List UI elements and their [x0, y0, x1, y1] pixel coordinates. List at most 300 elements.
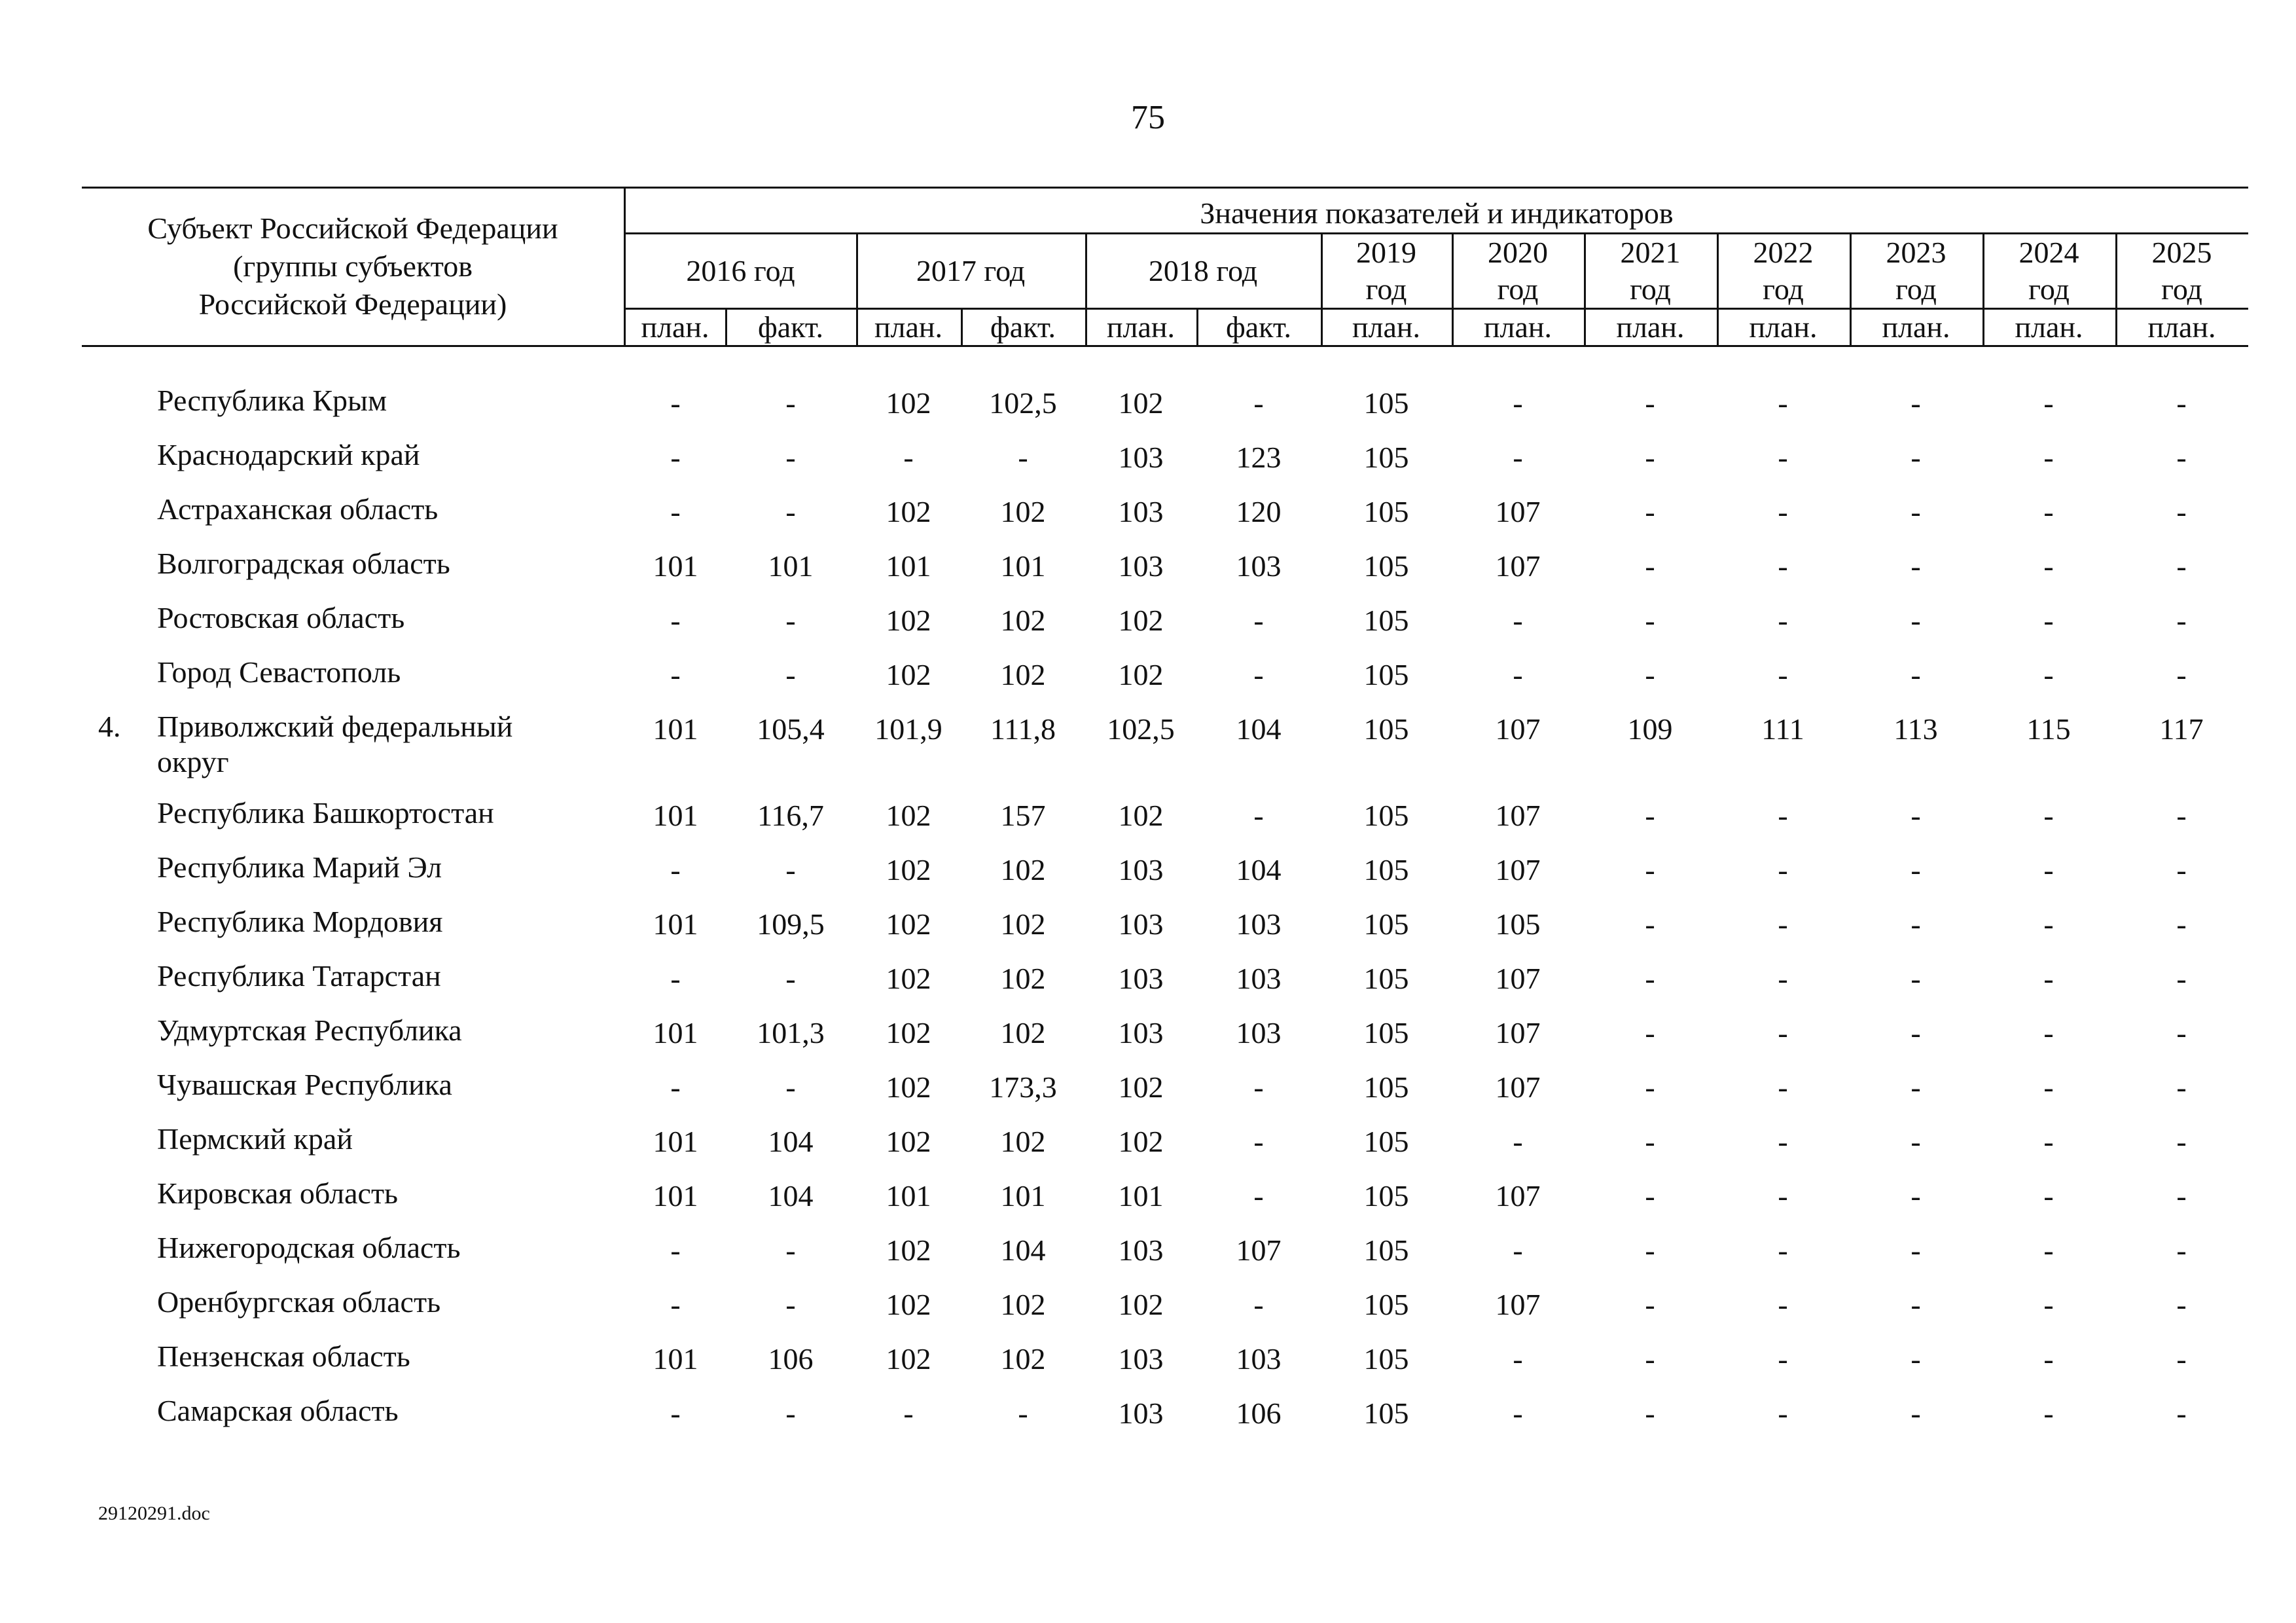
- value-cell: 105: [1363, 549, 1409, 583]
- value-cell: -: [2176, 1125, 2187, 1158]
- value-cell: -: [1513, 1233, 1523, 1267]
- value-cell: -: [1513, 658, 1523, 691]
- table-row: [0, 1122, 2296, 1175]
- value-cell: 101: [653, 799, 698, 832]
- value-cell: 105: [1363, 1070, 1409, 1104]
- value-cell: -: [670, 1070, 681, 1104]
- value-cell: 107: [1495, 1179, 1541, 1213]
- region-name: Нижегородская область: [157, 1231, 461, 1264]
- region-name: Волгоградская область: [157, 547, 450, 580]
- value-cell: -: [670, 1396, 681, 1430]
- value-cell: 103: [1236, 907, 1282, 941]
- value-cell: 103: [1236, 1016, 1282, 1049]
- value-cell: -: [785, 386, 796, 420]
- table-row: [0, 958, 2296, 1012]
- table-row: [0, 655, 2296, 708]
- value-cell: 102,5: [989, 386, 1057, 420]
- value-cell: 102: [886, 1125, 931, 1158]
- value-cell: 102: [886, 1342, 931, 1376]
- value-cell: 102: [1000, 1288, 1046, 1321]
- value-cell: -: [1778, 1288, 1788, 1321]
- value-cell: 102: [886, 1233, 931, 1267]
- region-name: Республика Мордовия: [157, 905, 443, 938]
- year-2022: 2022 год: [1753, 236, 1814, 306]
- value-cell: 102: [1000, 495, 1046, 528]
- value-cell: -: [2176, 962, 2187, 995]
- region-name: Кировская область: [157, 1176, 399, 1210]
- value-cell: -: [1778, 799, 1788, 832]
- value-cell: 105: [1363, 853, 1409, 886]
- value-cell: -: [670, 962, 681, 995]
- value-cell: -: [2043, 604, 2054, 637]
- value-cell: -: [1645, 1016, 1655, 1049]
- value-cell: 107: [1495, 853, 1541, 886]
- value-cell: -: [785, 1396, 796, 1430]
- value-cell: 102: [886, 386, 931, 420]
- value-cell: 103: [1118, 1233, 1164, 1267]
- value-cell: -: [2176, 1396, 2187, 1430]
- value-cell: -: [1253, 658, 1264, 691]
- value-cell: 107: [1495, 495, 1541, 528]
- value-cell: 102: [1118, 604, 1164, 637]
- region-name: Оренбургская область: [157, 1285, 441, 1319]
- value-cell: -: [1778, 1016, 1788, 1049]
- value-cell: 105: [1495, 907, 1541, 941]
- value-cell: -: [670, 658, 681, 691]
- value-cell: 102: [886, 658, 931, 691]
- value-cell: -: [1645, 1396, 1655, 1430]
- value-cell: 101: [653, 712, 698, 746]
- value-cell: -: [785, 658, 796, 691]
- value-cell: -: [1513, 1396, 1523, 1430]
- value-cell: -: [1778, 1342, 1788, 1376]
- value-cell: 107: [1495, 712, 1541, 746]
- sub-header-plan: план.: [1106, 310, 1175, 344]
- value-cell: -: [2043, 1233, 2054, 1267]
- table-row: [0, 1339, 2296, 1393]
- region-name: Республика Марий Эл: [157, 850, 442, 884]
- value-cell: -: [1645, 495, 1655, 528]
- table-row: [0, 492, 2296, 545]
- value-cell: 103: [1118, 853, 1164, 886]
- value-cell: -: [2176, 1179, 2187, 1213]
- sub-header-plan: план.: [1749, 310, 1818, 344]
- region-name: Пермский край: [157, 1122, 353, 1156]
- value-cell: 101: [653, 1179, 698, 1213]
- table-row: [0, 1230, 2296, 1284]
- value-cell: 120: [1236, 495, 1282, 528]
- value-cell: -: [903, 441, 914, 474]
- value-cell: 101: [768, 549, 814, 583]
- value-cell: -: [1910, 658, 1921, 691]
- table-row: [0, 850, 2296, 903]
- value-cell: 102,5: [1107, 712, 1175, 746]
- value-cell: 103: [1236, 549, 1282, 583]
- value-cell: -: [1910, 604, 1921, 637]
- value-cell: 101: [653, 907, 698, 941]
- value-cell: -: [1910, 1179, 1921, 1213]
- value-cell: 101: [1000, 1179, 1046, 1213]
- value-cell: -: [785, 1288, 796, 1321]
- value-cell: -: [1778, 907, 1788, 941]
- value-cell: 107: [1495, 549, 1541, 583]
- value-cell: -: [1645, 658, 1655, 691]
- value-cell: -: [785, 441, 796, 474]
- value-cell: -: [1645, 386, 1655, 420]
- value-cell: 105: [1363, 799, 1409, 832]
- value-cell: 105: [1363, 907, 1409, 941]
- value-cell: -: [670, 1233, 681, 1267]
- value-cell: -: [2176, 386, 2187, 420]
- value-cell: -: [2043, 799, 2054, 832]
- value-cell: 111,8: [990, 712, 1056, 746]
- value-cell: -: [1778, 1233, 1788, 1267]
- value-cell: -: [785, 604, 796, 637]
- value-cell: -: [1645, 853, 1655, 886]
- value-cell: 107: [1495, 1016, 1541, 1049]
- table-row: [0, 904, 2296, 958]
- value-cell: -: [1778, 1070, 1788, 1104]
- value-cell: 102: [1118, 1070, 1164, 1104]
- value-cell: -: [2043, 1125, 2054, 1158]
- value-cell: -: [1778, 853, 1788, 886]
- document-filename: 29120291.doc: [98, 1503, 210, 1524]
- value-cell: -: [1910, 1016, 1921, 1049]
- value-cell: 107: [1495, 1070, 1541, 1104]
- region-name: Удмуртская Республика: [157, 1013, 462, 1047]
- year-2024: 2024 год: [2018, 236, 2079, 306]
- value-cell: -: [1778, 1396, 1788, 1430]
- value-cell: -: [1513, 604, 1523, 637]
- value-cell: -: [1910, 549, 1921, 583]
- value-cell: 102: [886, 1070, 931, 1104]
- value-cell: -: [2176, 907, 2187, 941]
- value-cell: -: [1018, 1396, 1028, 1430]
- value-cell: 106: [1236, 1396, 1282, 1430]
- value-cell: 105: [1363, 658, 1409, 691]
- region-name: Пензенская область: [157, 1340, 410, 1373]
- value-cell: -: [785, 962, 796, 995]
- value-cell: 104: [768, 1125, 814, 1158]
- value-cell: 107: [1236, 1233, 1282, 1267]
- table-row: [0, 383, 2296, 437]
- value-cell: 103: [1118, 907, 1164, 941]
- table-row: [0, 1285, 2296, 1338]
- value-cell: 105: [1363, 1233, 1409, 1267]
- value-cell: -: [1645, 441, 1655, 474]
- value-cell: -: [2043, 386, 2054, 420]
- value-cell: -: [785, 1070, 796, 1104]
- table-row: [0, 1176, 2296, 1230]
- value-cell: -: [670, 441, 681, 474]
- value-cell: -: [1778, 604, 1788, 637]
- value-cell: 109: [1627, 712, 1673, 746]
- value-cell: 107: [1495, 1288, 1541, 1321]
- value-cell: 105: [1363, 1396, 1409, 1430]
- value-cell: 101: [886, 1179, 931, 1213]
- value-cell: -: [2043, 549, 2054, 583]
- value-cell: 102: [886, 1016, 931, 1049]
- sub-header-fact: факт.: [990, 310, 1056, 344]
- value-cell: 103: [1118, 549, 1164, 583]
- value-cell: -: [2043, 658, 2054, 691]
- value-cell: 123: [1236, 441, 1282, 474]
- value-cell: 115: [2026, 712, 2071, 746]
- value-cell: 102: [886, 1288, 931, 1321]
- value-cell: -: [2043, 853, 2054, 886]
- value-cell: -: [1645, 604, 1655, 637]
- region-name: Краснодарский край: [157, 438, 420, 471]
- value-cell: -: [1645, 549, 1655, 583]
- table-row: [0, 600, 2296, 654]
- value-cell: 105: [1363, 1288, 1409, 1321]
- row-number: 4.: [98, 710, 121, 743]
- year-2017: 2017 год: [916, 254, 1026, 287]
- value-cell: 173,3: [989, 1070, 1057, 1104]
- value-cell: -: [2176, 441, 2187, 474]
- value-cell: -: [2043, 441, 2054, 474]
- value-cell: -: [1018, 441, 1028, 474]
- value-cell: -: [2176, 1016, 2187, 1049]
- sub-header-plan: план.: [641, 310, 709, 344]
- value-cell: -: [1778, 495, 1788, 528]
- year-2023: 2023 год: [1886, 236, 1946, 306]
- value-cell: 109,5: [757, 907, 825, 941]
- sub-header-fact: факт.: [757, 310, 824, 344]
- value-cell: -: [1910, 1070, 1921, 1104]
- value-cell: 102: [886, 495, 931, 528]
- value-cell: -: [670, 604, 681, 637]
- sub-header-plan: план.: [2147, 310, 2216, 344]
- value-cell: -: [1253, 386, 1264, 420]
- value-cell: -: [1778, 962, 1788, 995]
- value-cell: -: [1513, 386, 1523, 420]
- value-cell: 103: [1118, 1396, 1164, 1430]
- value-cell: 102: [886, 907, 931, 941]
- value-cell: 106: [768, 1342, 814, 1376]
- value-cell: 102: [1000, 962, 1046, 995]
- region-name: Ростовская область: [157, 601, 405, 634]
- value-cell: 102: [1000, 658, 1046, 691]
- value-cell: -: [670, 1288, 681, 1321]
- value-cell: -: [1513, 441, 1523, 474]
- value-cell: 105,4: [757, 712, 825, 746]
- year-2025: 2025 год: [2151, 236, 2212, 306]
- value-cell: -: [2176, 1342, 2187, 1376]
- table-row: [0, 1393, 2296, 1447]
- value-cell: 102: [886, 853, 931, 886]
- value-cell: 102: [1000, 1342, 1046, 1376]
- table-row: [0, 1013, 2296, 1067]
- value-cell: -: [1645, 1179, 1655, 1213]
- value-cell: -: [2176, 1070, 2187, 1104]
- value-cell: -: [1778, 658, 1788, 691]
- value-cell: 101: [653, 549, 698, 583]
- value-cell: 101: [653, 1016, 698, 1049]
- value-cell: -: [2043, 907, 2054, 941]
- value-cell: -: [1910, 1233, 1921, 1267]
- sub-header-plan: план.: [2015, 310, 2083, 344]
- value-cell: -: [1910, 907, 1921, 941]
- value-cell: -: [1778, 1125, 1788, 1158]
- year-2021: 2021 год: [1620, 236, 1681, 306]
- table-row: [0, 546, 2296, 600]
- value-cell: -: [785, 853, 796, 886]
- value-cell: 107: [1495, 962, 1541, 995]
- value-cell: 105: [1363, 441, 1409, 474]
- value-cell: -: [1910, 1125, 1921, 1158]
- value-cell: -: [1645, 1288, 1655, 1321]
- value-cell: 102: [1118, 386, 1164, 420]
- value-cell: -: [785, 1233, 796, 1267]
- value-cell: -: [2176, 1288, 2187, 1321]
- value-cell: -: [903, 1396, 914, 1430]
- sub-header-plan: план.: [1882, 310, 1950, 344]
- value-cell: 107: [1495, 799, 1541, 832]
- value-cell: 101: [1118, 1179, 1164, 1213]
- value-cell: -: [1645, 1125, 1655, 1158]
- value-cell: 102: [1118, 1288, 1164, 1321]
- value-cell: -: [1778, 386, 1788, 420]
- value-cell: -: [1513, 1342, 1523, 1376]
- year-2016: 2016 год: [686, 254, 795, 287]
- value-cell: -: [1645, 962, 1655, 995]
- value-cell: -: [1645, 1342, 1655, 1376]
- value-cell: 102: [1118, 658, 1164, 691]
- value-cell: 105: [1363, 962, 1409, 995]
- value-cell: -: [2176, 658, 2187, 691]
- value-cell: -: [2176, 604, 2187, 637]
- value-cell: -: [2043, 495, 2054, 528]
- value-cell: -: [2043, 1288, 2054, 1321]
- value-cell: 102: [886, 799, 931, 832]
- region-name: Астраханская область: [157, 492, 439, 526]
- value-cell: 101,3: [757, 1016, 825, 1049]
- value-cell: 103: [1118, 962, 1164, 995]
- value-cell: -: [2176, 1233, 2187, 1267]
- value-cell: -: [1778, 1179, 1788, 1213]
- year-2018: 2018 год: [1148, 254, 1258, 287]
- value-cell: -: [1513, 1125, 1523, 1158]
- value-cell: 102: [1000, 907, 1046, 941]
- sub-header-plan: план.: [1352, 310, 1421, 344]
- value-cell: -: [1910, 799, 1921, 832]
- region-name: Чувашская Республика: [157, 1068, 452, 1101]
- value-cell: 103: [1236, 962, 1282, 995]
- value-cell: 102: [886, 604, 931, 637]
- sub-header-fact: факт.: [1225, 310, 1292, 344]
- year-2019: 2019 год: [1356, 236, 1416, 306]
- value-cell: -: [2176, 549, 2187, 583]
- value-cell: 103: [1118, 495, 1164, 528]
- value-cell: -: [1253, 1070, 1264, 1104]
- value-cell: 105: [1363, 604, 1409, 637]
- value-cell: -: [1253, 1288, 1264, 1321]
- value-cell: 105: [1363, 712, 1409, 746]
- value-cell: -: [1910, 1396, 1921, 1430]
- region-name: Самарская область: [157, 1394, 399, 1427]
- region-name: Приволжский федеральный округ: [157, 710, 513, 778]
- table-row: [0, 709, 2296, 778]
- value-cell: 102: [886, 962, 931, 995]
- value-cell: -: [670, 495, 681, 528]
- value-cell: -: [1778, 441, 1788, 474]
- value-cell: -: [1253, 604, 1264, 637]
- region-name: Город Севастополь: [157, 655, 401, 689]
- value-cell: -: [2043, 1070, 2054, 1104]
- value-cell: 105: [1363, 1016, 1409, 1049]
- value-cell: 102: [1118, 1125, 1164, 1158]
- value-cell: 157: [1000, 799, 1046, 832]
- value-cell: 116,7: [757, 799, 824, 832]
- table-row: [0, 1067, 2296, 1121]
- table-row: [0, 437, 2296, 491]
- value-cell: 102: [1000, 1016, 1046, 1049]
- value-cell: 105: [1363, 495, 1409, 528]
- year-2020: 2020 год: [1488, 236, 1548, 306]
- value-cell: -: [1910, 386, 1921, 420]
- value-cell: 102: [1000, 853, 1046, 886]
- value-cell: 105: [1363, 1125, 1409, 1158]
- subject-column-header: Субъект Российской Федерации (группы субъектов Российской Федерации): [147, 211, 558, 321]
- value-cell: -: [1645, 907, 1655, 941]
- sub-header-plan: план.: [1483, 310, 1552, 344]
- value-cell: 105: [1363, 386, 1409, 420]
- value-cell: 103: [1236, 1342, 1282, 1376]
- value-cell: 102: [1118, 799, 1164, 832]
- region-name: Республика Татарстан: [157, 959, 441, 993]
- value-cell: 101: [1000, 549, 1046, 583]
- value-cell: 103: [1118, 441, 1164, 474]
- value-cell: -: [1253, 1125, 1264, 1158]
- value-cell: 102: [1000, 604, 1046, 637]
- value-cell: -: [2176, 799, 2187, 832]
- value-cell: -: [2043, 962, 2054, 995]
- value-cell: -: [1910, 1288, 1921, 1321]
- region-name: Республика Башкортостан: [157, 796, 494, 830]
- value-cell: -: [2043, 1016, 2054, 1049]
- value-cell: -: [1910, 495, 1921, 528]
- value-cell: -: [2176, 495, 2187, 528]
- value-cell: -: [1778, 549, 1788, 583]
- sub-header-plan: план.: [874, 310, 943, 344]
- value-cell: -: [1910, 962, 1921, 995]
- value-cell: 113: [1893, 712, 1938, 746]
- value-cell: 104: [1236, 712, 1282, 746]
- value-cell: -: [1645, 1070, 1655, 1104]
- value-cell: -: [2043, 1342, 2054, 1376]
- value-cell: -: [2043, 1179, 2054, 1213]
- value-cell: -: [2043, 1396, 2054, 1430]
- value-cell: -: [1253, 1179, 1264, 1213]
- group-title: Значения показателей и индикаторов: [1200, 196, 1674, 230]
- value-cell: 101: [653, 1342, 698, 1376]
- value-cell: -: [1645, 799, 1655, 832]
- value-cell: -: [1645, 1233, 1655, 1267]
- value-cell: -: [1910, 853, 1921, 886]
- value-cell: 103: [1118, 1342, 1164, 1376]
- sub-header-plan: план.: [1616, 310, 1685, 344]
- value-cell: 104: [1000, 1233, 1046, 1267]
- value-cell: -: [670, 853, 681, 886]
- value-cell: -: [1910, 1342, 1921, 1376]
- value-cell: 101: [653, 1125, 698, 1158]
- value-cell: 101: [886, 549, 931, 583]
- value-cell: -: [2176, 853, 2187, 886]
- value-cell: 104: [1236, 853, 1282, 886]
- region-name: Республика Крым: [157, 384, 387, 417]
- value-cell: 105: [1363, 1342, 1409, 1376]
